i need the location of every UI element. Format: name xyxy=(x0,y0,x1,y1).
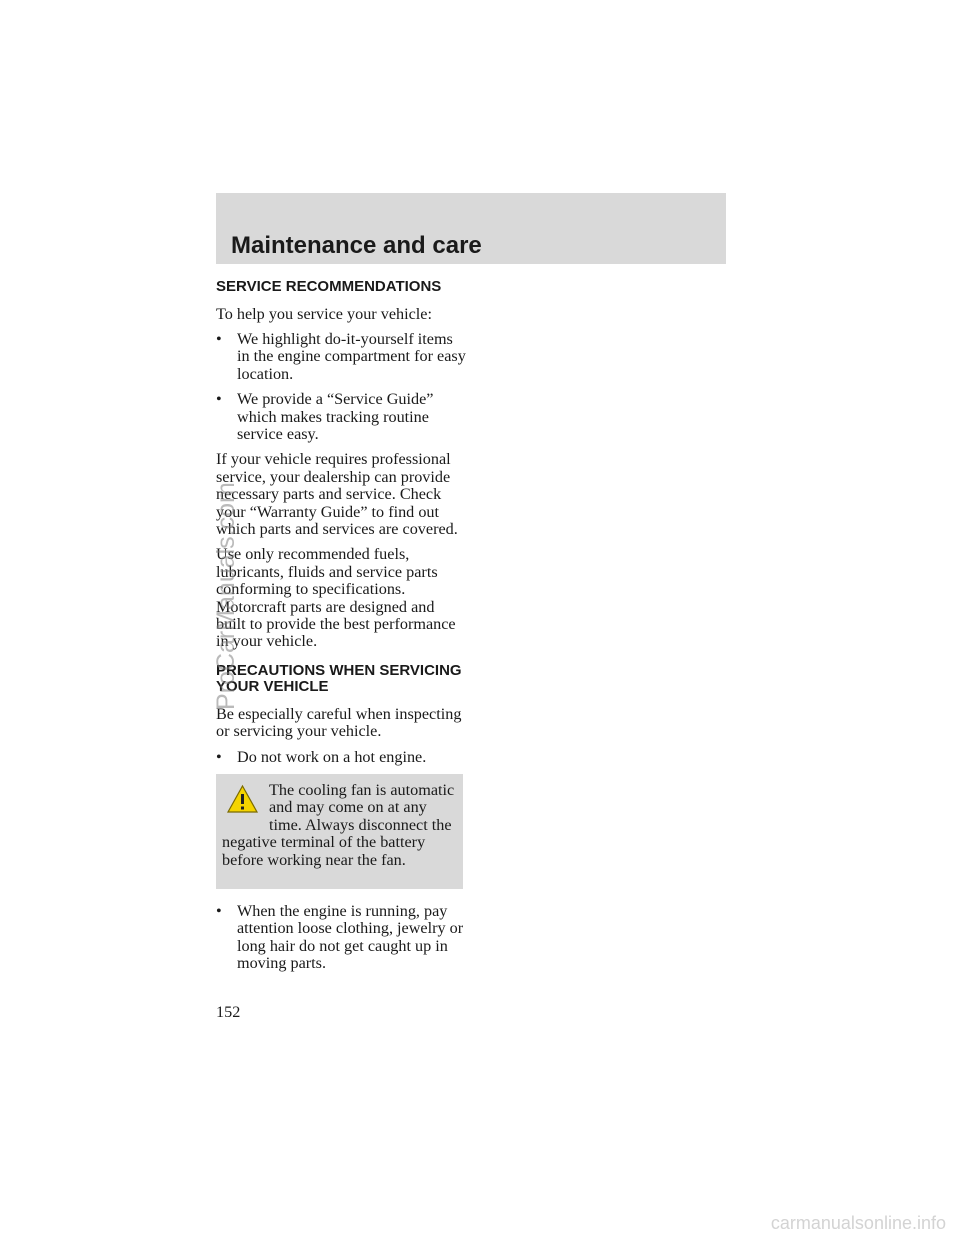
list-item: • When the engine is running, pay attention loose clothing, jewelry or long hair do not get caught up in moving parts. xyxy=(216,903,466,973)
page-content xyxy=(216,279,466,981)
precautions-bullet-list-2 xyxy=(216,903,466,973)
precautions-bullet-list-1 xyxy=(216,749,466,766)
section-heading-precautions: PRECAUTIONS WHEN SERVICING YOUR VEHICLE xyxy=(216,661,462,696)
professional-service-paragraph: If your vehicle requires professional service, your dealership can provide necessary parts and service. Check your “Warranty Guide” to find out which parts and services are covered. xyxy=(216,450,458,538)
intro-paragraph: To help you service your vehicle: xyxy=(216,304,432,323)
page-title: Maintenance and care xyxy=(231,232,482,259)
list-item: • Do not work on a hot engine. xyxy=(216,749,466,766)
page-number: 152 xyxy=(216,1003,241,1021)
list-item: • We highlight do-it-yourself items in the engine compartment for easy location. xyxy=(216,331,466,383)
warning-box xyxy=(216,774,463,889)
warning-text: The cooling fan is automatic and may come on at any time. Always disconnect the negative terminal of the battery before working near the fan. xyxy=(222,781,455,869)
side-watermark: ProCarManuals.com xyxy=(212,482,240,710)
parts-paragraph: Use only recommended fuels, lubricants, fluids and service parts conforming to specifications. Motorcraft parts are designed and built to provide the best performance in your vehicle. xyxy=(216,545,456,651)
warning-triangle-icon xyxy=(226,784,259,814)
section-heading-service-recommendations: SERVICE RECOMMENDATIONS xyxy=(216,278,442,295)
footer-watermark: carmanualsonline.info xyxy=(770,1213,946,1233)
precautions-intro: Be especially careful when inspecting or servicing your vehicle. xyxy=(216,704,462,741)
list-item: • We provide a “Service Guide” which makes tracking routine service easy. xyxy=(216,391,466,443)
service-bullet-list xyxy=(216,331,466,443)
